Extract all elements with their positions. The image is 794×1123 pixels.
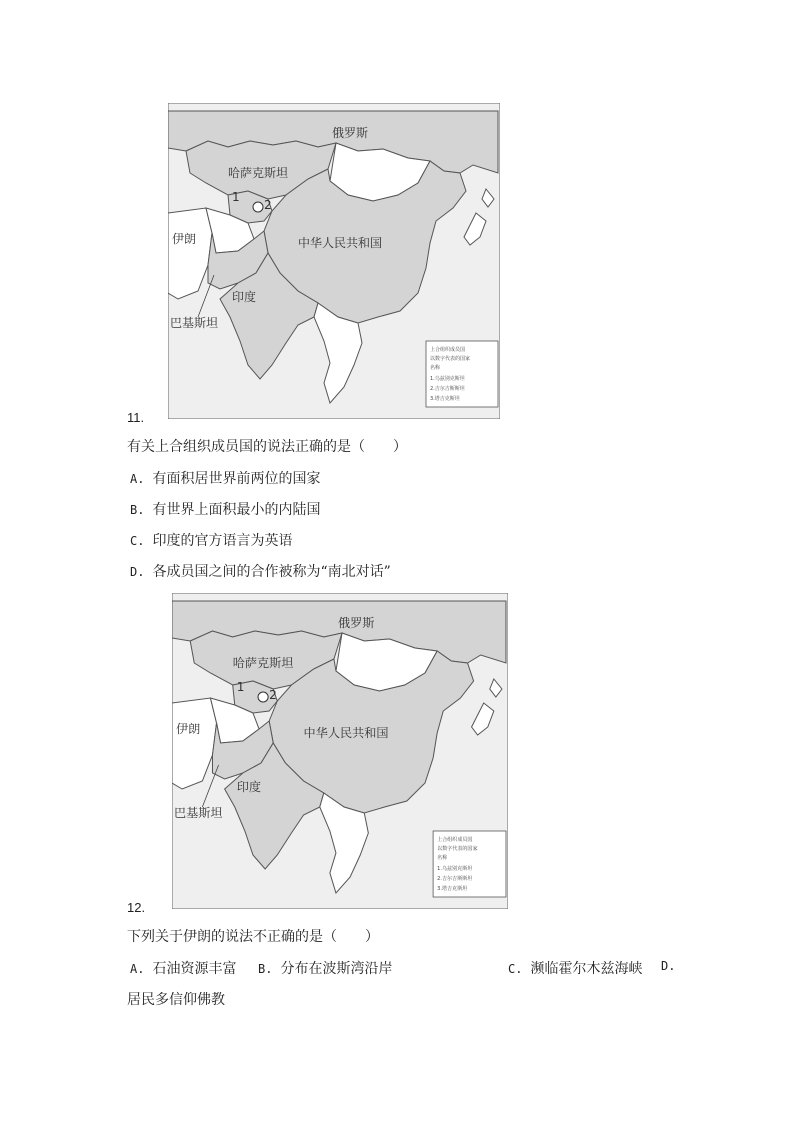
map-label-pakistan: 巴基斯坦: [174, 806, 223, 820]
map-label-marker-2: 2: [269, 688, 277, 702]
map-sco-members-q11: [168, 103, 500, 419]
legend-line-2: 以数字代表的国家: [430, 356, 471, 362]
option-letter: B.: [258, 962, 273, 976]
map-label-kazakhstan: 哈萨克斯坦: [232, 656, 294, 670]
question-stem-12: 下列关于伊朗的说法不正确的是（ ）: [127, 929, 379, 945]
legend-line-3: 名称: [437, 855, 448, 861]
option-letter: A.: [130, 962, 145, 976]
option-12-b[interactable]: [258, 958, 392, 978]
map-svg: [172, 593, 508, 909]
map-label-russia: 俄罗斯: [332, 126, 369, 140]
legend-item-3: 3.塔吉克斯坦: [437, 886, 468, 892]
option-11-d[interactable]: [130, 561, 391, 581]
option-text: 各成员国之间的合作被称为“南北对话”: [152, 564, 391, 580]
option-letter: C.: [508, 962, 523, 976]
option-12-c[interactable]: [508, 958, 642, 978]
marker-circle: [253, 202, 263, 212]
map-label-india: 印度: [236, 780, 262, 794]
map-label-russia: 俄罗斯: [337, 616, 375, 630]
map-legend: [433, 831, 506, 897]
option-text: 有世界上面积最小的内陆国: [152, 502, 321, 518]
option-letter: C.: [130, 534, 145, 548]
map-svg: [168, 103, 500, 419]
map-label-marker-2: 2: [264, 198, 272, 212]
legend-line-3: 名称: [430, 365, 441, 371]
option-text: 有面积居世界前两位的国家: [152, 471, 321, 487]
option-text: 分布在波斯湾沿岸: [280, 961, 393, 977]
map-label-china: 中华人民共和国: [298, 236, 383, 250]
map-sco-members-q12: [172, 593, 508, 909]
option-12-d-letter-line[interactable]: [661, 958, 683, 974]
legend-line-2: 以数字代表的国家: [437, 846, 478, 852]
legend-item-1: 1.乌兹别克斯坦: [437, 866, 473, 872]
option-text: 印度的官方语言为英语: [152, 533, 293, 549]
legend-item-2: 2.吉尔吉斯斯坦: [430, 386, 465, 392]
question-number-12: 12.: [127, 900, 146, 915]
option-text: 石油资源丰富: [152, 961, 237, 977]
map-label-marker-1: 1: [232, 190, 240, 204]
map-label-kazakhstan: 哈萨克斯坦: [228, 166, 289, 180]
legend-item-2: 2.吉尔吉斯斯坦: [437, 876, 473, 882]
option-11-b[interactable]: [130, 499, 320, 519]
map-label-india: 印度: [232, 290, 257, 304]
map-label-china: 中华人民共和国: [303, 726, 389, 740]
option-letter: D.: [661, 959, 676, 973]
marker-circle: [258, 692, 268, 702]
option-letter: A.: [130, 472, 145, 486]
option-11-c[interactable]: [130, 530, 292, 550]
legend-item-3: 3.塔吉克斯坦: [430, 396, 460, 402]
option-12-a[interactable]: [130, 958, 236, 978]
question-stem-11: 有关上合组织成员国的说法正确的是（ ）: [127, 439, 407, 455]
option-12-d-text-line[interactable]: [127, 989, 225, 1009]
map-label-marker-1: 1: [236, 680, 245, 694]
legend-item-1: 1.乌兹别克斯坦: [430, 376, 465, 382]
map-label-iran: 伊朗: [172, 232, 197, 246]
map-legend: [426, 341, 498, 407]
option-text: 居民多信仰佛教: [127, 992, 225, 1008]
question-number-11: 11.: [127, 410, 145, 425]
option-11-a[interactable]: [130, 468, 320, 488]
map-label-iran: 伊朗: [176, 722, 201, 736]
option-letter: B.: [130, 503, 145, 517]
option-text: 濒临霍尔木兹海峡: [530, 961, 643, 977]
option-letter: D.: [130, 565, 145, 579]
legend-line-1: 上合组织成员国: [430, 347, 466, 353]
map-label-pakistan: 巴基斯坦: [170, 316, 219, 330]
legend-line-1: 上合组织成员国: [437, 837, 473, 843]
